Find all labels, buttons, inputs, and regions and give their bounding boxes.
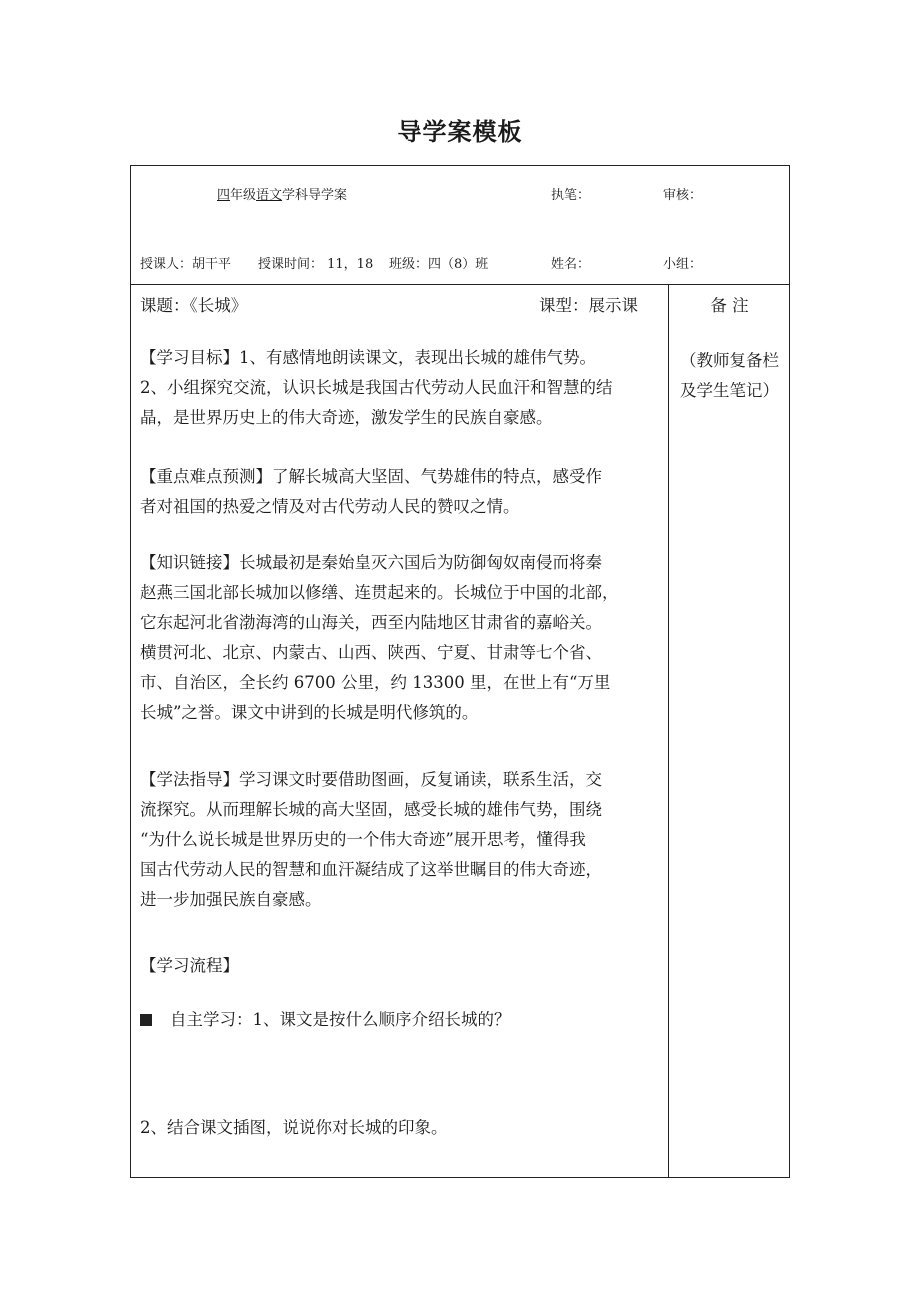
name-label: 姓名：	[551, 257, 591, 272]
knowledge-line: 【知识链接】长城最初是秦始皇灭六国后为防御匈奴南侵而将秦	[140, 553, 602, 572]
class-field: 班级：四（8）班	[389, 257, 489, 272]
writer-label: 执笔：	[551, 188, 591, 203]
goal-line: 晶，是世界历史上的伟大奇迹，激发学生的民族自豪感。	[140, 408, 553, 427]
method-line: 国古代劳动人民的智慧和血汗凝结成了这举世瞩目的伟大奇迹，	[140, 860, 602, 879]
teacher-field: 授课人：胡干平	[140, 257, 232, 272]
self-study-question	[140, 1005, 660, 1035]
method-line: 【学法指导】学习课文时要借助图画，反复诵读，联系生活，交	[140, 770, 602, 789]
reviewer-label: 审核：	[663, 188, 703, 203]
subject-suffix: 学科导学案	[282, 188, 348, 203]
knowledge-link	[140, 548, 660, 728]
method-line: 进一步加强民族自豪感。	[140, 890, 322, 909]
goal-line: 【学习目标】1、有感情地朗读课文，表现出长城的雄伟气势。	[140, 348, 596, 367]
grade-suffix: 年级	[230, 188, 257, 203]
group-label: 小组：	[663, 257, 703, 272]
goal-line: 2、小组探究交流，认识长城是我国古代劳动人民血汗和智慧的结	[140, 378, 613, 397]
grade-value: 四	[217, 188, 231, 203]
process-heading: 【学习流程】	[140, 956, 239, 975]
key-line: 【重点难点预测】了解长城高大坚固、气势雄伟的特点，感受作	[140, 467, 602, 486]
lesson-table	[130, 284, 790, 1178]
class-time-field: 授课时间： 11，18	[258, 257, 374, 272]
column-divider	[668, 285, 669, 1177]
key-points	[140, 462, 660, 522]
knowledge-line: 它东起河北省渤海湾的山海关，西至内陆地区甘肃省的嘉峪关。	[140, 613, 602, 632]
learning-goals	[140, 343, 660, 433]
subject-value: 语文	[256, 188, 283, 203]
knowledge-line: 长城”之誉。课文中讲到的长城是明代修筑的。	[140, 703, 479, 722]
knowledge-line: 横贯河北、北京、内蒙古、山西、陕西、宁夏、甘肃等七个省、	[140, 643, 602, 662]
knowledge-line: 市、自治区，全长约 6700 公里，约 13300 里，在世上有“万里	[140, 673, 611, 692]
notes-heading: 备 注	[710, 296, 749, 315]
key-line: 者对祖国的热爱之情及对古代劳动人民的赞叹之情。	[140, 497, 520, 516]
header-info-table	[130, 165, 790, 285]
subject-line	[217, 184, 347, 203]
notes-description: （教师复备栏及学生笔记）	[680, 351, 779, 400]
self-study-text: 自主学习：1、课文是按什么顺序介绍长城的？	[170, 1010, 511, 1029]
knowledge-line: 赵燕三国北部长城加以修缮、连贯起来的。长城位于中国的北部，	[140, 583, 619, 602]
method-guide	[140, 765, 660, 915]
square-bullet-icon	[140, 1014, 152, 1026]
method-line: 流探究。从而理解长城的高大坚固，感受长城的雄伟气势，围绕	[140, 800, 602, 819]
method-line: “为什么说长城是世界历史的一个伟大奇迹”展开思考，懂得我	[140, 830, 586, 849]
page-title: 导学案模板	[397, 118, 523, 146]
lesson-topic: 课题：《长城》	[140, 296, 248, 315]
lesson-type: 课型：展示课	[539, 296, 638, 315]
question-two: 2、结合课文插图，说说你对长城的印象。	[140, 1118, 448, 1137]
